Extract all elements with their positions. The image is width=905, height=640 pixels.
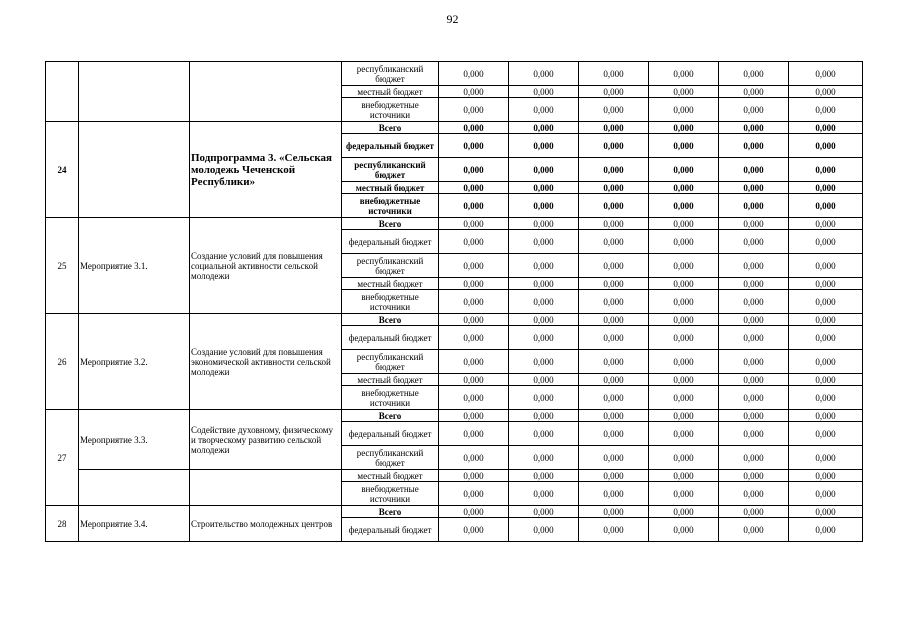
value-cell: 0,000 bbox=[719, 194, 789, 218]
value-cell: 0,000 bbox=[649, 62, 719, 86]
value-cell: 0,000 bbox=[789, 62, 863, 86]
value-cell: 0,000 bbox=[649, 230, 719, 254]
value-cell: 0,000 bbox=[579, 482, 649, 506]
value-cell: 0,000 bbox=[439, 326, 509, 350]
source-label: внебюджетные источники bbox=[342, 290, 439, 314]
source-label: федеральный бюджет bbox=[342, 134, 439, 158]
value-cell: 0,000 bbox=[649, 326, 719, 350]
value-cell: 0,000 bbox=[719, 158, 789, 182]
source-label: Всего bbox=[342, 314, 439, 326]
value-cell: 0,000 bbox=[439, 194, 509, 218]
value-cell: 0,000 bbox=[719, 470, 789, 482]
value-cell: 0,000 bbox=[579, 278, 649, 290]
value-cell: 0,000 bbox=[789, 470, 863, 482]
value-cell: 0,000 bbox=[439, 482, 509, 506]
event-name: Содействие духовному, физическому и творческому развитию сельской молодежи bbox=[190, 410, 342, 470]
value-cell: 0,000 bbox=[719, 518, 789, 542]
value-cell: 0,000 bbox=[439, 446, 509, 470]
source-label: федеральный бюджет bbox=[342, 326, 439, 350]
value-cell: 0,000 bbox=[649, 422, 719, 446]
value-cell: 0,000 bbox=[719, 386, 789, 410]
value-cell: 0,000 bbox=[649, 314, 719, 326]
value-cell: 0,000 bbox=[719, 350, 789, 374]
value-cell: 0,000 bbox=[509, 278, 579, 290]
value-cell: 0,000 bbox=[509, 182, 579, 194]
value-cell: 0,000 bbox=[509, 314, 579, 326]
value-cell: 0,000 bbox=[649, 158, 719, 182]
value-cell: 0,000 bbox=[579, 518, 649, 542]
source-label: Всего bbox=[342, 122, 439, 134]
value-cell: 0,000 bbox=[719, 230, 789, 254]
value-cell: 0,000 bbox=[789, 134, 863, 158]
value-cell: 0,000 bbox=[719, 182, 789, 194]
value-cell: 0,000 bbox=[509, 374, 579, 386]
source-label: республиканский бюджет bbox=[342, 350, 439, 374]
value-cell: 0,000 bbox=[579, 86, 649, 98]
value-cell: 0,000 bbox=[579, 98, 649, 122]
row-number: 28 bbox=[46, 506, 79, 542]
name-cell bbox=[190, 470, 342, 506]
value-cell: 0,000 bbox=[649, 278, 719, 290]
source-label: Всего bbox=[342, 506, 439, 518]
event-cell bbox=[79, 470, 190, 506]
value-cell: 0,000 bbox=[509, 254, 579, 278]
value-cell: 0,000 bbox=[649, 506, 719, 518]
value-cell: 0,000 bbox=[439, 254, 509, 278]
event-label: Мероприятие 3.3. bbox=[79, 410, 190, 470]
value-cell: 0,000 bbox=[439, 62, 509, 86]
value-cell: 0,000 bbox=[439, 518, 509, 542]
value-cell: 0,000 bbox=[719, 410, 789, 422]
value-cell: 0,000 bbox=[509, 482, 579, 506]
value-cell: 0,000 bbox=[649, 194, 719, 218]
row-number: 26 bbox=[46, 314, 79, 410]
table-row bbox=[46, 218, 863, 230]
source-label: федеральный бюджет bbox=[342, 422, 439, 446]
budget-table bbox=[45, 61, 863, 542]
value-cell: 0,000 bbox=[579, 134, 649, 158]
table-row bbox=[46, 314, 863, 326]
value-cell: 0,000 bbox=[719, 374, 789, 386]
value-cell: 0,000 bbox=[439, 134, 509, 158]
value-cell: 0,000 bbox=[719, 446, 789, 470]
value-cell: 0,000 bbox=[439, 374, 509, 386]
value-cell: 0,000 bbox=[439, 278, 509, 290]
value-cell: 0,000 bbox=[719, 98, 789, 122]
value-cell: 0,000 bbox=[579, 290, 649, 314]
value-cell: 0,000 bbox=[649, 482, 719, 506]
value-cell: 0,000 bbox=[509, 518, 579, 542]
value-cell: 0,000 bbox=[579, 506, 649, 518]
value-cell: 0,000 bbox=[509, 218, 579, 230]
value-cell: 0,000 bbox=[789, 230, 863, 254]
value-cell: 0,000 bbox=[579, 182, 649, 194]
value-cell: 0,000 bbox=[439, 470, 509, 482]
value-cell: 0,000 bbox=[789, 518, 863, 542]
value-cell: 0,000 bbox=[789, 422, 863, 446]
name-cell bbox=[190, 62, 342, 122]
value-cell: 0,000 bbox=[649, 410, 719, 422]
value-cell: 0,000 bbox=[579, 374, 649, 386]
value-cell: 0,000 bbox=[649, 386, 719, 410]
value-cell: 0,000 bbox=[439, 422, 509, 446]
value-cell: 0,000 bbox=[509, 134, 579, 158]
source-label: местный бюджет bbox=[342, 182, 439, 194]
value-cell: 0,000 bbox=[439, 230, 509, 254]
value-cell: 0,000 bbox=[789, 194, 863, 218]
value-cell: 0,000 bbox=[509, 350, 579, 374]
value-cell: 0,000 bbox=[789, 290, 863, 314]
source-label: местный бюджет bbox=[342, 86, 439, 98]
source-label: местный бюджет bbox=[342, 470, 439, 482]
table-row bbox=[46, 410, 863, 422]
source-label: внебюджетные источники bbox=[342, 98, 439, 122]
value-cell: 0,000 bbox=[439, 290, 509, 314]
value-cell: 0,000 bbox=[719, 62, 789, 86]
source-label: республиканский бюджет bbox=[342, 62, 439, 86]
value-cell: 0,000 bbox=[789, 374, 863, 386]
source-label: местный бюджет bbox=[342, 374, 439, 386]
value-cell: 0,000 bbox=[439, 350, 509, 374]
value-cell: 0,000 bbox=[789, 386, 863, 410]
value-cell: 0,000 bbox=[789, 278, 863, 290]
value-cell: 0,000 bbox=[509, 230, 579, 254]
row-number: 27 bbox=[46, 410, 79, 506]
value-cell: 0,000 bbox=[719, 278, 789, 290]
source-label: внебюджетные источники bbox=[342, 194, 439, 218]
source-label: республиканский бюджет bbox=[342, 254, 439, 278]
value-cell: 0,000 bbox=[789, 182, 863, 194]
value-cell: 0,000 bbox=[579, 326, 649, 350]
value-cell: 0,000 bbox=[509, 62, 579, 86]
row-number: 25 bbox=[46, 218, 79, 314]
value-cell: 0,000 bbox=[509, 470, 579, 482]
value-cell: 0,000 bbox=[789, 350, 863, 374]
value-cell: 0,000 bbox=[439, 158, 509, 182]
value-cell: 0,000 bbox=[719, 314, 789, 326]
value-cell: 0,000 bbox=[649, 374, 719, 386]
value-cell: 0,000 bbox=[719, 326, 789, 350]
subprogram-title: Подпрограмма 3. «Сельская молодежь Чеченской Республики» bbox=[190, 122, 342, 218]
value-cell: 0,000 bbox=[649, 134, 719, 158]
value-cell: 0,000 bbox=[789, 254, 863, 278]
table-row bbox=[46, 122, 863, 134]
source-label: местный бюджет bbox=[342, 278, 439, 290]
value-cell: 0,000 bbox=[789, 86, 863, 98]
value-cell: 0,000 bbox=[439, 386, 509, 410]
source-label: Всего bbox=[342, 218, 439, 230]
value-cell: 0,000 bbox=[789, 446, 863, 470]
value-cell: 0,000 bbox=[439, 410, 509, 422]
value-cell: 0,000 bbox=[579, 410, 649, 422]
value-cell: 0,000 bbox=[509, 446, 579, 470]
source-label: Всего bbox=[342, 410, 439, 422]
value-cell: 0,000 bbox=[509, 290, 579, 314]
value-cell: 0,000 bbox=[789, 314, 863, 326]
value-cell: 0,000 bbox=[509, 86, 579, 98]
value-cell: 0,000 bbox=[439, 122, 509, 134]
value-cell: 0,000 bbox=[439, 506, 509, 518]
value-cell: 0,000 bbox=[719, 290, 789, 314]
value-cell: 0,000 bbox=[789, 98, 863, 122]
event-label: Мероприятие 3.2. bbox=[79, 314, 190, 410]
table-row bbox=[46, 506, 863, 518]
value-cell: 0,000 bbox=[579, 230, 649, 254]
value-cell: 0,000 bbox=[649, 446, 719, 470]
value-cell: 0,000 bbox=[789, 506, 863, 518]
value-cell: 0,000 bbox=[719, 254, 789, 278]
source-label: внебюджетные источники bbox=[342, 482, 439, 506]
value-cell: 0,000 bbox=[649, 122, 719, 134]
value-cell: 0,000 bbox=[579, 422, 649, 446]
value-cell: 0,000 bbox=[579, 314, 649, 326]
value-cell: 0,000 bbox=[789, 122, 863, 134]
value-cell: 0,000 bbox=[509, 410, 579, 422]
value-cell: 0,000 bbox=[579, 350, 649, 374]
source-label: внебюджетные источники bbox=[342, 386, 439, 410]
value-cell: 0,000 bbox=[719, 422, 789, 446]
value-cell: 0,000 bbox=[439, 218, 509, 230]
value-cell: 0,000 bbox=[579, 62, 649, 86]
value-cell: 0,000 bbox=[649, 98, 719, 122]
value-cell: 0,000 bbox=[649, 470, 719, 482]
value-cell: 0,000 bbox=[719, 506, 789, 518]
source-label: республиканский бюджет bbox=[342, 446, 439, 470]
event-name: Создание условий для повышения экономической активности сельской молодежи bbox=[190, 314, 342, 410]
table-row bbox=[46, 470, 863, 482]
value-cell: 0,000 bbox=[579, 194, 649, 218]
source-label: федеральный бюджет bbox=[342, 518, 439, 542]
value-cell: 0,000 bbox=[579, 158, 649, 182]
value-cell: 0,000 bbox=[439, 314, 509, 326]
row-number-cell bbox=[46, 62, 79, 122]
value-cell: 0,000 bbox=[719, 218, 789, 230]
value-cell: 0,000 bbox=[789, 218, 863, 230]
value-cell: 0,000 bbox=[719, 86, 789, 98]
value-cell: 0,000 bbox=[579, 446, 649, 470]
value-cell: 0,000 bbox=[509, 506, 579, 518]
value-cell: 0,000 bbox=[509, 326, 579, 350]
value-cell: 0,000 bbox=[579, 122, 649, 134]
value-cell: 0,000 bbox=[509, 422, 579, 446]
value-cell: 0,000 bbox=[649, 218, 719, 230]
value-cell: 0,000 bbox=[649, 350, 719, 374]
value-cell: 0,000 bbox=[719, 482, 789, 506]
value-cell: 0,000 bbox=[789, 410, 863, 422]
value-cell: 0,000 bbox=[509, 158, 579, 182]
value-cell: 0,000 bbox=[579, 254, 649, 278]
value-cell: 0,000 bbox=[649, 86, 719, 98]
value-cell: 0,000 bbox=[509, 386, 579, 410]
value-cell: 0,000 bbox=[579, 470, 649, 482]
value-cell: 0,000 bbox=[789, 482, 863, 506]
value-cell: 0,000 bbox=[719, 134, 789, 158]
value-cell: 0,000 bbox=[649, 182, 719, 194]
value-cell: 0,000 bbox=[579, 218, 649, 230]
value-cell: 0,000 bbox=[509, 122, 579, 134]
event-label: Мероприятие 3.1. bbox=[79, 218, 190, 314]
value-cell: 0,000 bbox=[719, 122, 789, 134]
value-cell: 0,000 bbox=[789, 326, 863, 350]
source-label: федеральный бюджет bbox=[342, 230, 439, 254]
value-cell: 0,000 bbox=[509, 98, 579, 122]
value-cell: 0,000 bbox=[579, 386, 649, 410]
table-row bbox=[46, 62, 863, 86]
value-cell: 0,000 bbox=[649, 518, 719, 542]
event-label: Мероприятие 3.4. bbox=[79, 506, 190, 542]
event-name: Строительство молодежных центров bbox=[190, 506, 342, 542]
page-number: 92 bbox=[446, 12, 459, 26]
value-cell: 0,000 bbox=[439, 98, 509, 122]
value-cell: 0,000 bbox=[439, 86, 509, 98]
source-label: республиканский бюджет bbox=[342, 158, 439, 182]
value-cell: 0,000 bbox=[649, 254, 719, 278]
value-cell: 0,000 bbox=[509, 194, 579, 218]
row-number: 24 bbox=[46, 122, 79, 218]
event-cell bbox=[79, 122, 190, 218]
value-cell: 0,000 bbox=[789, 158, 863, 182]
event-name: Создание условий для повышения социальной активности сельской молодежи bbox=[190, 218, 342, 314]
event-cell bbox=[79, 62, 190, 122]
value-cell: 0,000 bbox=[649, 290, 719, 314]
value-cell: 0,000 bbox=[439, 182, 509, 194]
